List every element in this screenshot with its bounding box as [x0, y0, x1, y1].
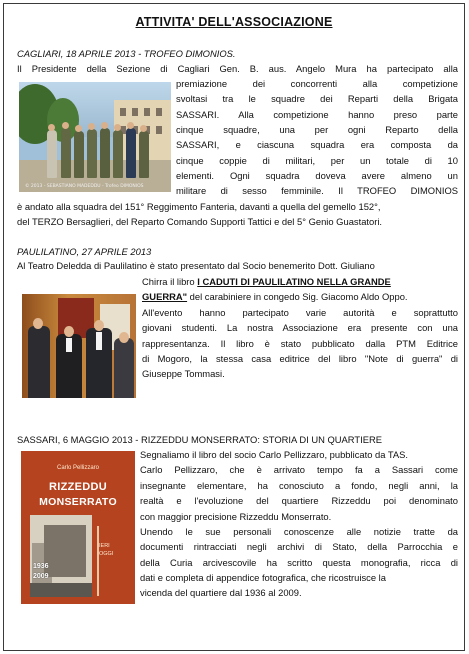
section-line: Giuseppe Tommasi. [142, 368, 225, 379]
section-line: Il Presidente della Sezione di Cagliari Gen. B. aus. Angelo Mura ha partecipato alla [17, 63, 458, 74]
book-title-line2: MONSERRATO [39, 496, 117, 508]
book-word-oggi: OGGI [99, 551, 114, 557]
section-heading-paulilatino: PAULILATINO, 27 APRILE 2013 [17, 246, 152, 257]
section-line: rappresentanza. Il libro è stato pubblicato dalla PTM Editrice [142, 338, 458, 349]
book-word-ieri: IERI [99, 543, 110, 549]
section-line [142, 276, 391, 288]
section-line: del TERZO Bersaglieri, del Reparto Comando Supporti Tattici e del 5° Genio Guastatori. [17, 216, 383, 227]
book-title-link[interactable]: I CADUTI DI PAULILATINO NELLA GRANDE [197, 276, 391, 287]
section-line: vicenda del quartiere dal 1936 al 2009. [140, 587, 302, 598]
line-prefix: Chirra il libro [142, 276, 198, 287]
section-heading-sassari: SASSARI, 6 MAGGIO 2013 - RIZZEDDU MONSERRATO: STORIA DI UN QUARTIERE [17, 434, 382, 445]
section-line: Carlo Pellizzaro, che è arrivato tempo fa a Sassari come [140, 464, 458, 475]
book-cover-image [21, 451, 135, 604]
book-title-link-end[interactable]: GUERRA" [142, 291, 188, 302]
section-line: documenti rintracciati negli archivi di Stato, della Parrocchia e [140, 541, 458, 552]
section-line: Unendo le sue personali conoscenze alle notizie tratte da [140, 526, 458, 537]
section-line: SASSARI. Alla competizione hanno preso parte [176, 109, 458, 120]
section-line: realtà e l'evoluzione del quartiere Rizzeddu poi denominato [140, 495, 458, 506]
section-line: elementi. Ogni squadra doveva avere almeno un [176, 170, 458, 181]
section-line: insegnante elementare, ha conosciuto a fondo, negli anni, la [140, 480, 458, 491]
page-title: ATTIVITA' DELL'ASSOCIAZIONE [135, 15, 333, 29]
book-year-start: 1936 [33, 563, 49, 570]
section-line: Al Teatro Deledda di Paulilatino è stato presentato dal Socio benemerito Dott. Giuliano [17, 260, 375, 271]
section-line: svoltasi tra le squadre dei Reparti della Brigata [176, 93, 458, 104]
section-line: SASSARI, e ciascuna squadra era composta da [176, 139, 458, 150]
section-line: della Curia arcivescovile ha scritto questa monografia, ricca di [140, 557, 458, 568]
section-line: All'evento hanno partecipato varie autorità e soprattutto [142, 307, 458, 318]
trofeo-dimonios-photo [19, 82, 171, 192]
book-year-end: 2009 [33, 573, 49, 580]
book-author: Carlo Pellizzaro [56, 465, 99, 471]
section-line: è andato alla squadra del 151° Reggimento Fanteria, davanti a quella del gemello 152°, [17, 201, 381, 212]
paulilatino-event-photo [22, 294, 136, 398]
line-suffix: del carabiniere in congedo Sig. Giacomo Aldo Oppo. [187, 291, 408, 302]
section-line: militare di sesso femminile. Il TROFEO DIMONIOS [176, 185, 458, 196]
document-page [3, 3, 465, 651]
section-line: Segnaliamo il libro del socio Carlo Pellizzaro, pubblicato da TAS. [140, 449, 409, 460]
section-line: di Mogoro, la stessa casa editrice del libro "Note di guerra" di [142, 353, 458, 364]
section-line [142, 291, 408, 303]
section-line: giovani studenti. La nostra Associazione era presente con una [142, 322, 458, 333]
section-line: con maggior precisione Rizzeddu Monserrato. [140, 511, 332, 522]
book-title-line1: RIZZEDDU [48, 481, 107, 493]
section-line: cinque squadre, una per ogni Reparto della [176, 124, 458, 135]
section-line: dati e completa di appendice fotografica, che ricostruisce la [140, 572, 386, 583]
section-heading-cagliari: CAGLIARI, 18 APRILE 2013 - TROFEO DIMONIOS. [17, 48, 236, 59]
section-line: premiazione dei concorrenti alla competizione [176, 78, 458, 89]
photo-caption: © 2013 - SEBASTIANO MADEDDU - Trofeo DIMONIOS [25, 184, 144, 189]
section-line: cinque coppie di militari, per un totale di 10 [176, 155, 458, 166]
